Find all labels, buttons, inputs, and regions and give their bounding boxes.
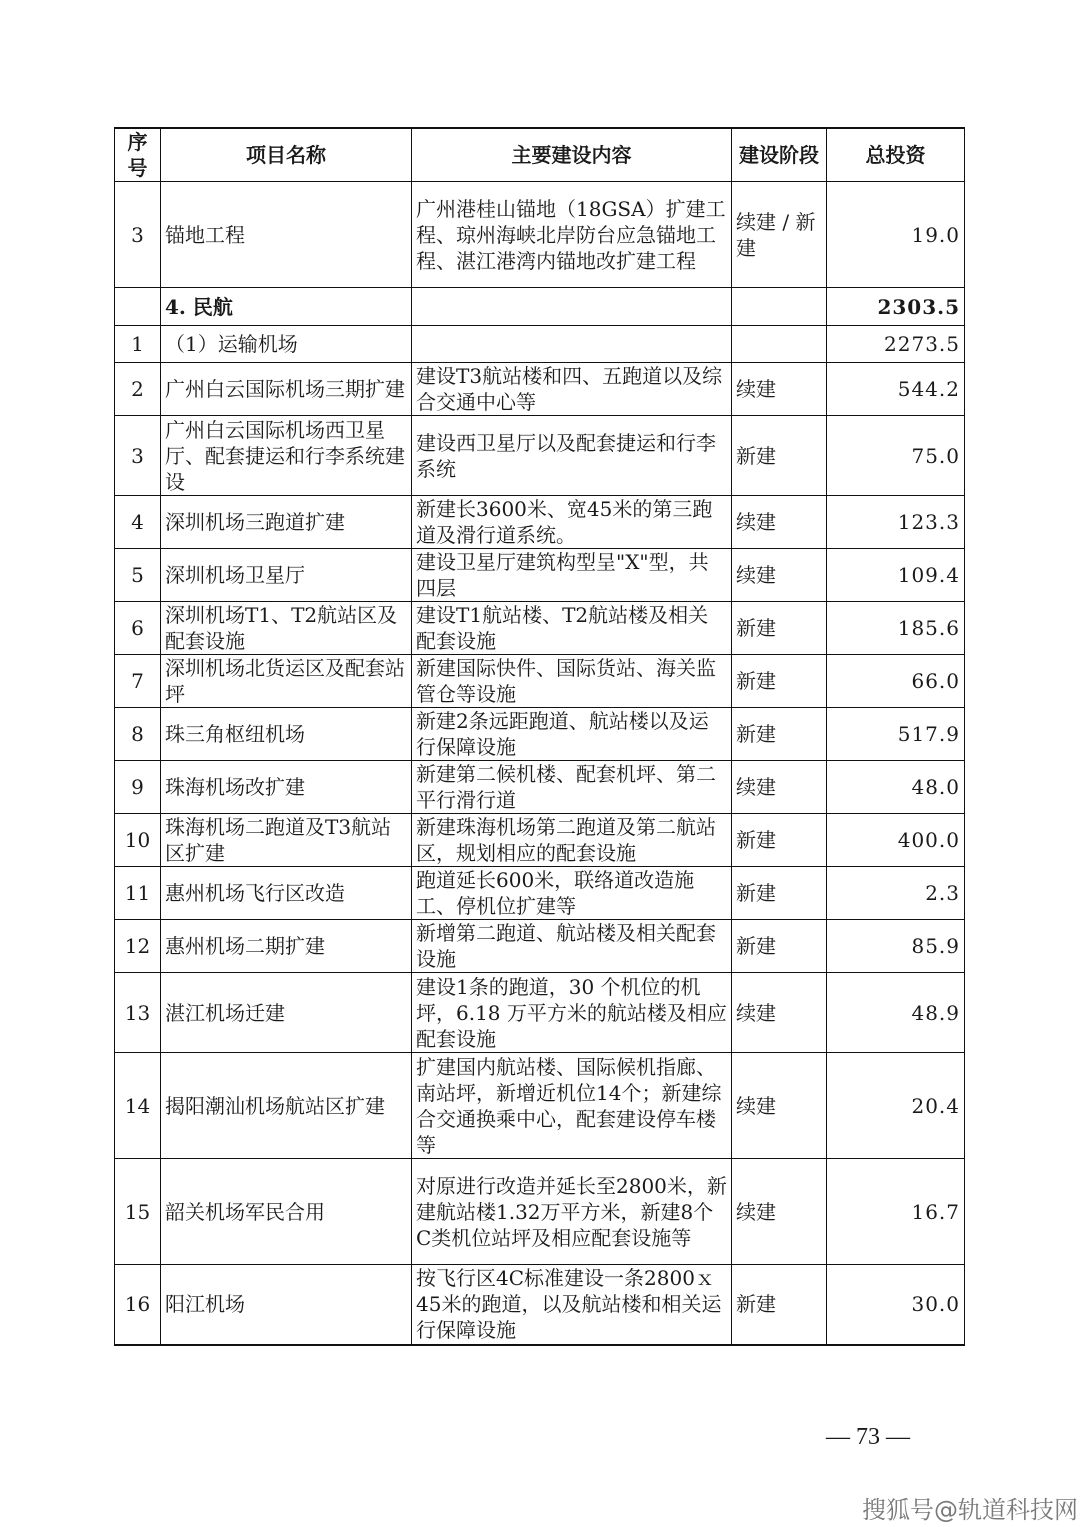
stage-cell xyxy=(732,288,827,326)
stage-cell: 续建 xyxy=(732,761,827,814)
table-row xyxy=(115,602,965,655)
investment-cell: 400.0 xyxy=(827,814,965,867)
investment-cell: 16.7 xyxy=(827,1159,965,1265)
project-name-cell: 阳江机场 xyxy=(161,1265,412,1345)
table-row xyxy=(115,549,965,602)
watermark: 搜狐号@轨道科技网 xyxy=(862,1496,1078,1524)
project-name-cell: （1）运输机场 xyxy=(161,326,412,363)
stage-cell: 续建 xyxy=(732,496,827,549)
header-stage: 建设阶段 xyxy=(732,128,827,182)
stage-cell: 新建 xyxy=(732,867,827,920)
table-row xyxy=(115,1265,965,1345)
serial-cell: 9 xyxy=(115,761,161,814)
serial-cell: 4 xyxy=(115,496,161,549)
serial-cell: 10 xyxy=(115,814,161,867)
table-row xyxy=(115,182,965,288)
project-name-cell: 珠海机场改扩建 xyxy=(161,761,412,814)
project-name-cell: 深圳机场T1、T2航站区及配套设施 xyxy=(161,602,412,655)
investment-cell: 2.3 xyxy=(827,867,965,920)
serial-cell: 16 xyxy=(115,1265,161,1345)
investment-cell: 2303.5 xyxy=(827,288,965,326)
header-content: 主要建设内容 xyxy=(412,128,732,182)
stage-cell: 新建 xyxy=(732,602,827,655)
table-row xyxy=(115,655,965,708)
content-cell: 新增第二跑道、航站楼及相关配套设施 xyxy=(412,920,732,973)
investment-cell: 85.9 xyxy=(827,920,965,973)
content-cell: 建设1条的跑道，30 个机位的机坪，6.18 万平方米的航站楼及相应配套设施 xyxy=(412,973,732,1053)
project-name-cell: 湛江机场迁建 xyxy=(161,973,412,1053)
stage-cell: 新建 xyxy=(732,920,827,973)
investment-cell: 123.3 xyxy=(827,496,965,549)
stage-cell: 新建 xyxy=(732,655,827,708)
content-cell: 新建2条远距跑道、航站楼以及运行保障设施 xyxy=(412,708,732,761)
table-row xyxy=(115,496,965,549)
investment-cell: 48.9 xyxy=(827,973,965,1053)
investment-cell: 19.0 xyxy=(827,182,965,288)
content-cell xyxy=(412,288,732,326)
project-name-cell: 锚地工程 xyxy=(161,182,412,288)
header-investment: 总投资 xyxy=(827,128,965,182)
serial-cell: 6 xyxy=(115,602,161,655)
project-name-cell: 广州白云国际机场西卫星厅、配套捷运和行李系统建设 xyxy=(161,416,412,496)
serial-cell: 15 xyxy=(115,1159,161,1265)
page-number: — 73 — xyxy=(826,1424,910,1450)
serial-cell: 3 xyxy=(115,416,161,496)
serial-cell: 13 xyxy=(115,973,161,1053)
table-row xyxy=(115,973,965,1053)
stage-cell: 新建 xyxy=(732,1265,827,1345)
table-row xyxy=(115,363,965,416)
serial-cell: 8 xyxy=(115,708,161,761)
serial-cell: 11 xyxy=(115,867,161,920)
table-row xyxy=(115,920,965,973)
table-row xyxy=(115,326,965,363)
table-row xyxy=(115,416,965,496)
project-name-cell: 深圳机场三跑道扩建 xyxy=(161,496,412,549)
project-name-cell: 珠三角枢纽机场 xyxy=(161,708,412,761)
content-cell: 扩建国内航站楼、国际候机指廊、南站坪，新增近机位14个；新建综合交通换乘中心，配套建设停车楼等 xyxy=(412,1053,732,1159)
serial-cell: 5 xyxy=(115,549,161,602)
project-name-cell: 珠海机场二跑道及T3航站区扩建 xyxy=(161,814,412,867)
project-name-cell: 揭阳潮汕机场航站区扩建 xyxy=(161,1053,412,1159)
content-cell: 新建第二候机楼、配套机坪、第二平行滑行道 xyxy=(412,761,732,814)
table-row xyxy=(115,708,965,761)
investment-cell: 20.4 xyxy=(827,1053,965,1159)
table-row xyxy=(115,814,965,867)
content-cell: 新建珠海机场第二跑道及第二航站区，规划相应的配套设施 xyxy=(412,814,732,867)
table-row xyxy=(115,867,965,920)
serial-cell: 7 xyxy=(115,655,161,708)
stage-cell: 续建 / 新建 xyxy=(732,182,827,288)
investment-cell: 544.2 xyxy=(827,363,965,416)
serial-cell: 12 xyxy=(115,920,161,973)
table-row xyxy=(115,288,965,326)
stage-cell: 续建 xyxy=(732,363,827,416)
stage-cell xyxy=(732,326,827,363)
content-cell xyxy=(412,326,732,363)
project-name-cell: 惠州机场飞行区改造 xyxy=(161,867,412,920)
stage-cell: 续建 xyxy=(732,1053,827,1159)
stage-cell: 续建 xyxy=(732,973,827,1053)
serial-cell: 3 xyxy=(115,182,161,288)
serial-cell: 1 xyxy=(115,326,161,363)
table-row xyxy=(115,1159,965,1265)
project-name-cell: 广州白云国际机场三期扩建 xyxy=(161,363,412,416)
investment-cell: 66.0 xyxy=(827,655,965,708)
content-cell: 建设T1航站楼、T2航站楼及相关配套设施 xyxy=(412,602,732,655)
header-serial: 序号 xyxy=(115,128,161,182)
table-header-row xyxy=(115,128,965,182)
investment-cell: 185.6 xyxy=(827,602,965,655)
header-project-name: 项目名称 xyxy=(161,128,412,182)
investment-cell: 30.0 xyxy=(827,1265,965,1345)
investment-cell: 109.4 xyxy=(827,549,965,602)
content-cell: 跑道延长600米，联络道改造施工、停机位扩建等 xyxy=(412,867,732,920)
content-cell: 建设T3航站楼和四、五跑道以及综合交通中心等 xyxy=(412,363,732,416)
content-cell: 建设卫星厅建筑构型呈"X"型，共四层 xyxy=(412,549,732,602)
table-row xyxy=(115,761,965,814)
table-row xyxy=(115,1053,965,1159)
table-body xyxy=(115,182,965,1345)
project-name-cell: 韶关机场军民合用 xyxy=(161,1159,412,1265)
content-cell: 建设西卫星厅以及配套捷运和行李系统 xyxy=(412,416,732,496)
investment-cell: 517.9 xyxy=(827,708,965,761)
serial-cell xyxy=(115,288,161,326)
project-name-cell: 4. 民航 xyxy=(161,288,412,326)
stage-cell: 新建 xyxy=(732,416,827,496)
investment-cell: 2273.5 xyxy=(827,326,965,363)
stage-cell: 续建 xyxy=(732,549,827,602)
serial-cell: 14 xyxy=(115,1053,161,1159)
investment-cell: 75.0 xyxy=(827,416,965,496)
stage-cell: 新建 xyxy=(732,708,827,761)
content-cell: 对原进行改造并延长至2800米，新建航站楼1.32万平方米，新建8个C类机位站坪及相应配套设施等 xyxy=(412,1159,732,1265)
content-cell: 新建长3600米、宽45米的第三跑道及滑行道系统。 xyxy=(412,496,732,549)
project-name-cell: 深圳机场北货运区及配套站坪 xyxy=(161,655,412,708)
project-table xyxy=(114,127,965,1346)
investment-cell: 48.0 xyxy=(827,761,965,814)
content-cell: 新建国际快件、国际货站、海关监管仓等设施 xyxy=(412,655,732,708)
stage-cell: 新建 xyxy=(732,814,827,867)
content-cell: 按飞行区4C标准建设一条2800ｘ45米的跑道，以及航站楼和相关运行保障设施 xyxy=(412,1265,732,1345)
stage-cell: 续建 xyxy=(732,1159,827,1265)
serial-cell: 2 xyxy=(115,363,161,416)
project-name-cell: 惠州机场二期扩建 xyxy=(161,920,412,973)
project-name-cell: 深圳机场卫星厅 xyxy=(161,549,412,602)
content-cell: 广州港桂山锚地（18GSA）扩建工程、琼州海峡北岸防台应急锚地工程、湛江港湾内锚地改扩建工程 xyxy=(412,182,732,288)
